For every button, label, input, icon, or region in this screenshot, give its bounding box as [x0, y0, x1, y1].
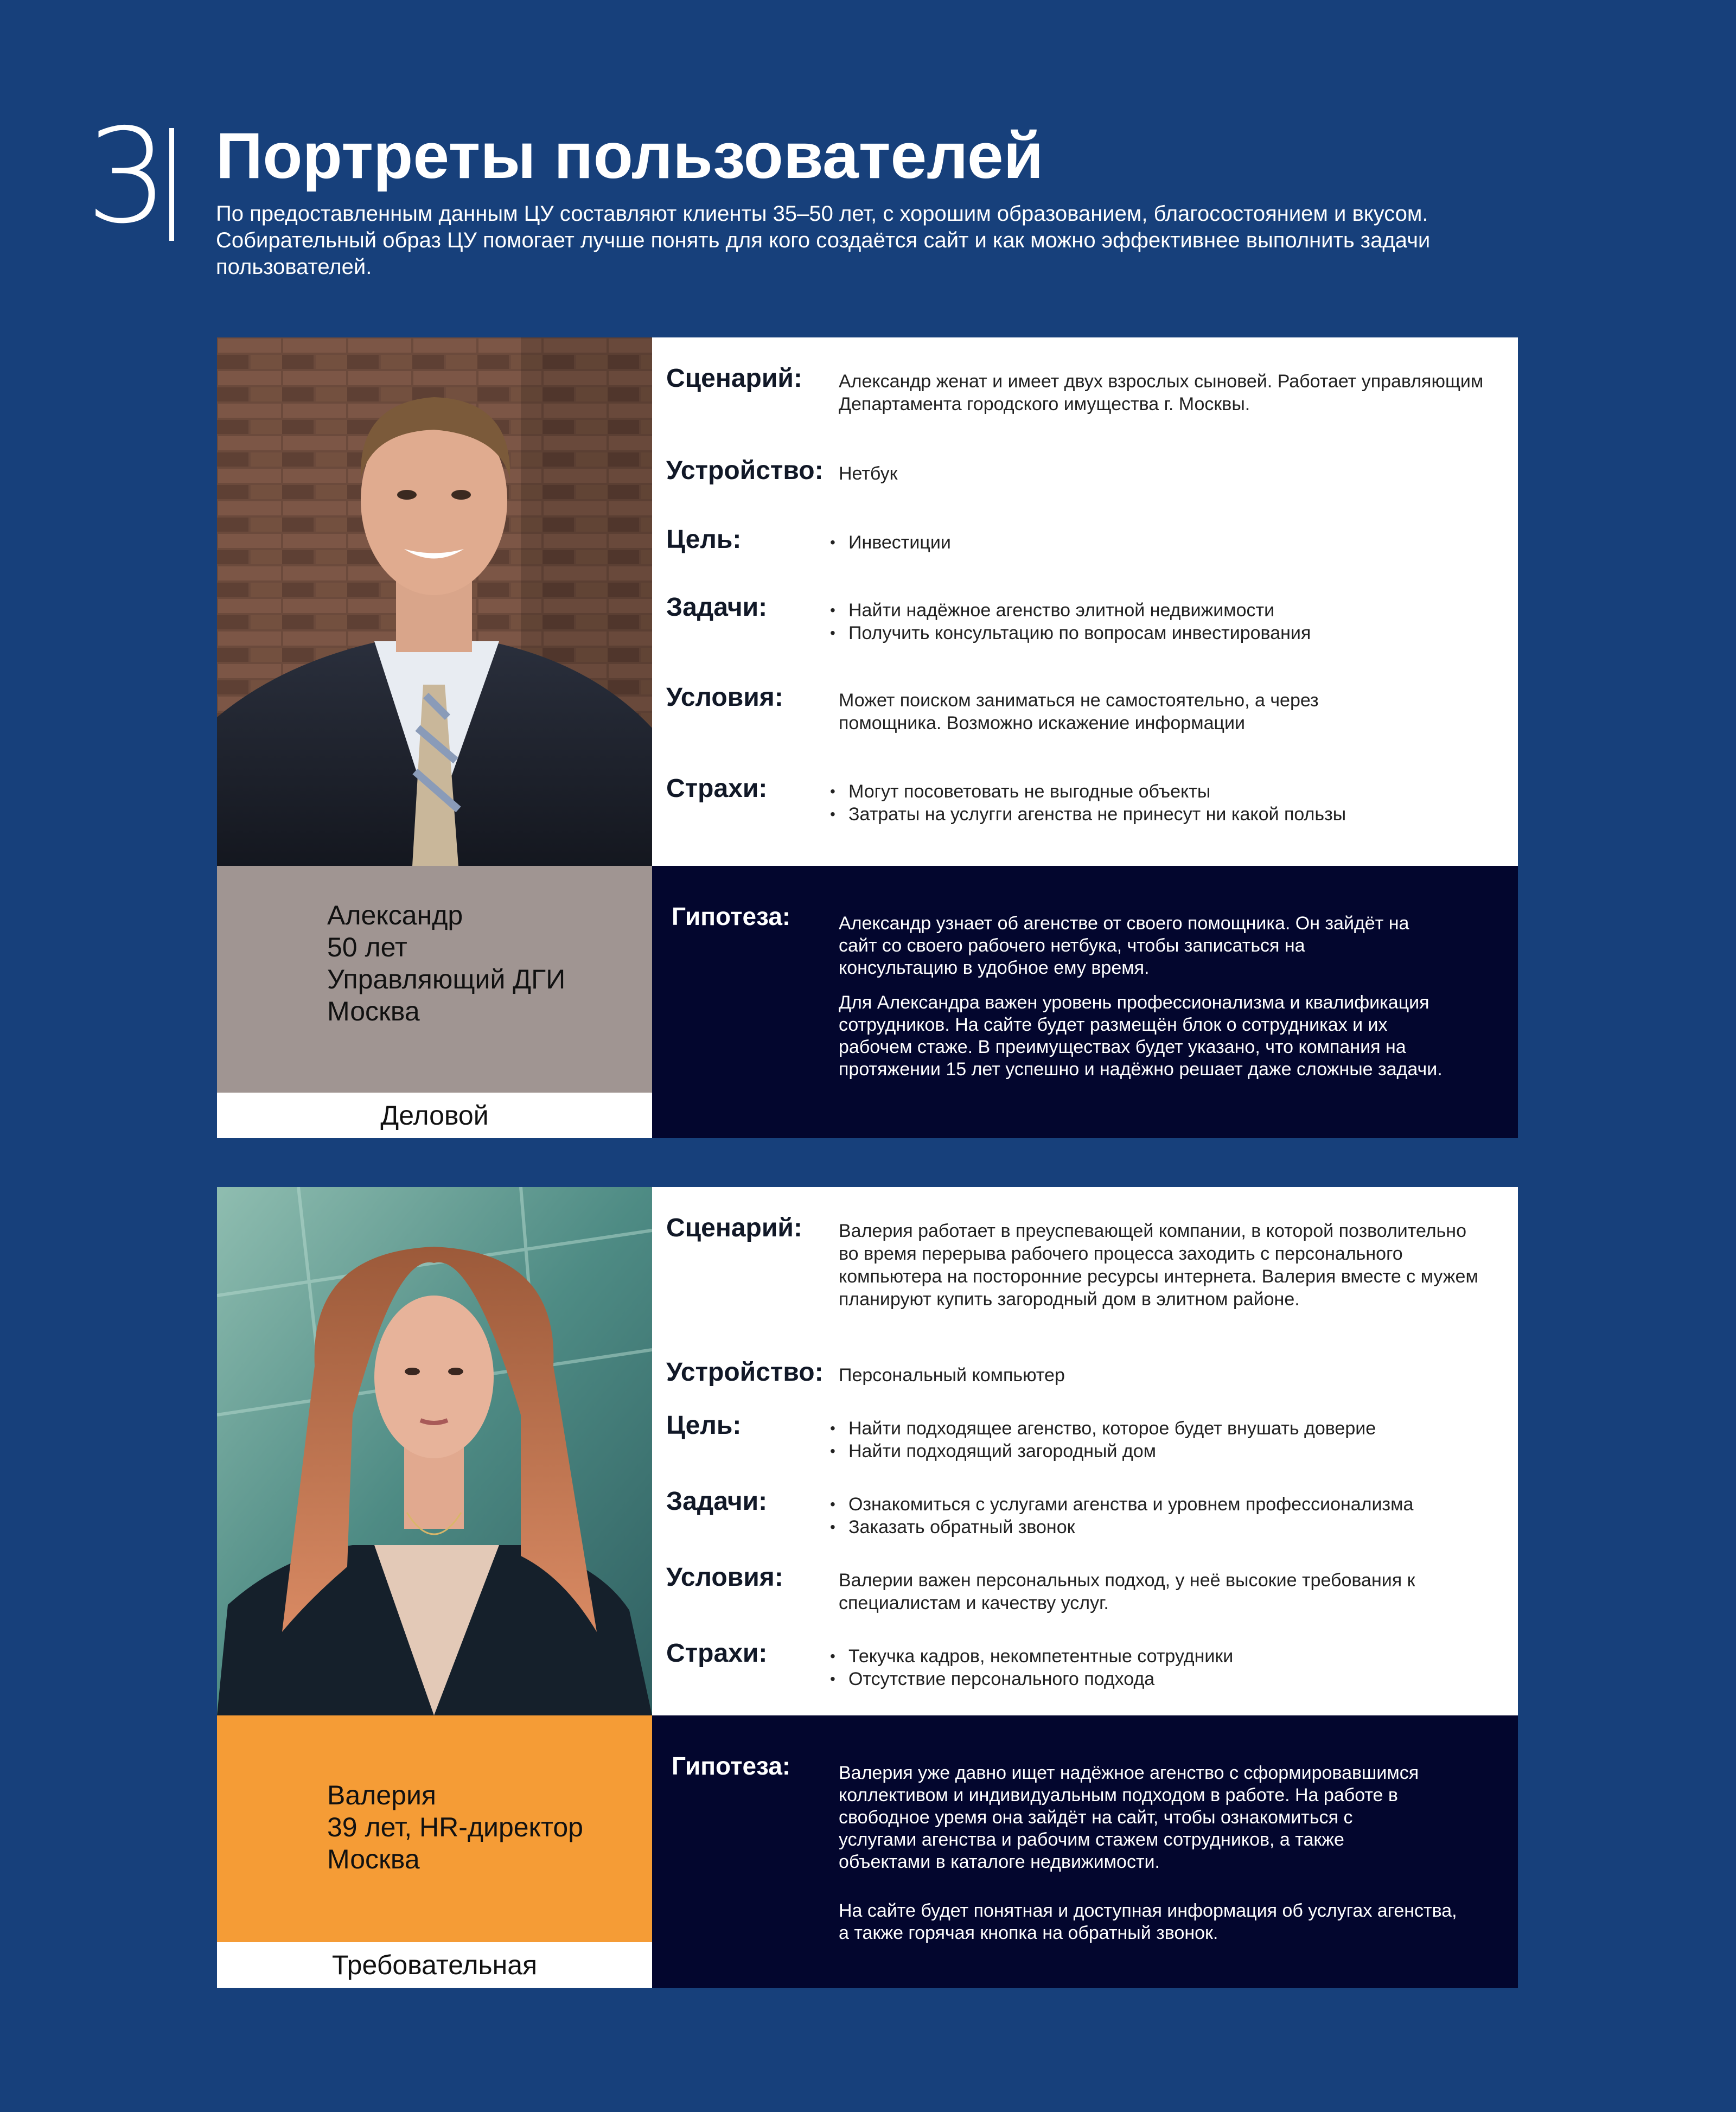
section-number: 3 [86, 100, 169, 252]
goal-item: • Найти подходящий загородный дом [830, 1440, 1508, 1463]
scenario-text: Валерия работает в преуспевающей компании, в которой позволительно во время перерыва рабочего процесса заходить с персонального компьютера на посторонние ресурсы интернета. Валерия вместе с мужем планируют купить загородный дом в элитном районе. [839, 1221, 1478, 1310]
fear-item: • Отсутствие персонального подхода [830, 1668, 1508, 1690]
persona-city: Москва [327, 996, 420, 1026]
persona-archetype [217, 1093, 652, 1138]
persona-position: Управляющий ДГИ [327, 964, 566, 994]
page-title: Портреты пользователей [216, 119, 1044, 192]
tasks-label: Задачи: [666, 1487, 768, 1516]
device-label: Устройство: [666, 1358, 824, 1387]
hypothesis-text-2: На сайте будет понятная и доступная информация об услугах агенства, а также горячая кнопка на обратный звонок. [839, 1900, 1457, 1943]
device-text: Нетбук [839, 463, 898, 484]
device-label: Устройство: [666, 456, 824, 485]
tasks-list [830, 1493, 1508, 1539]
section-divider [169, 128, 174, 241]
task-item: • Ознакомиться с услугами агенства и уровнем профессионализма [830, 1493, 1508, 1516]
persona-age-position: 39 лет, HR-директор [327, 1812, 583, 1842]
goal-item: • Инвестиции [830, 531, 1508, 554]
fears-list [830, 780, 1508, 826]
persona-details [652, 1187, 1518, 1715]
persona-card-alexander [217, 337, 1518, 1138]
persona-name-block [217, 1715, 652, 1942]
persona-name-block [217, 866, 652, 1093]
persona-photo [217, 1187, 652, 1715]
hypothesis-label: Гипотеза: [672, 1752, 791, 1780]
goal-label: Цель: [666, 525, 742, 554]
page-intro: По предоставленным данным ЦУ составляют клиенты 35–50 лет, с хорошим образованием, благосостоянием и вкусом. Собирательный образ ЦУ помогает лучше понять для кого создаётся сайт и как можно эффективнее выполнить задачи пользователей. [216, 202, 1431, 279]
persona-hypothesis [652, 866, 1518, 1138]
fears-list [830, 1645, 1508, 1690]
conditions-text: Может поиском заниматься не самостоятельно, а через помощника. Возможно искажение информации [839, 690, 1319, 733]
persona-name: Александр [327, 900, 463, 930]
task-item: • Найти надёжное агенство элитной недвижимости [830, 599, 1508, 622]
hypothesis-text-2: Для Александра важен уровень профессионализма и квалификация сотрудников. На сайте будет размещён блок о сотрудниках и их рабочем стаже. В преимуществах будет указано, что компания на протяжении 15 лет успешно и надёжно решает даже сложные задачи. [839, 992, 1443, 1080]
persona-archetype [217, 1942, 652, 1988]
hypothesis-text: Александр узнает об агенстве от своего помощника. Он зайдёт на сайт со своего рабочего нетбука, чтобы записаться на консультацию в удобное ему время. [839, 913, 1409, 978]
fear-item: • Текучка кадров, некомпетентные сотрудники [830, 1645, 1508, 1668]
fears-label: Страхи: [666, 774, 768, 803]
conditions-label: Условия: [666, 1563, 783, 1592]
persona-photo [217, 337, 652, 866]
scenario-label: Сценарий: [666, 364, 802, 393]
device-text: Персональный компьютер [839, 1365, 1065, 1386]
goal-list [830, 1417, 1508, 1463]
persona-name: Валерия [327, 1780, 436, 1810]
conditions-text: Валерии важен персональных подход, у неё высокие требования к специалистам и качеству услуг. [839, 1570, 1415, 1613]
task-item: • Заказать обратный звонок [830, 1516, 1508, 1539]
archetype-label: Деловой [380, 1100, 489, 1131]
goal-list [830, 531, 1508, 554]
fear-item: • Могут посоветовать не выгодные объекты [830, 780, 1508, 803]
conditions-label: Условия: [666, 683, 783, 712]
scenario-label: Сценарий: [666, 1214, 802, 1242]
persona-hypothesis [652, 1715, 1518, 1988]
persona-card-valeria [217, 1187, 1518, 1988]
goal-item: • Найти подходящее агенство, которое будет внушать доверие [830, 1417, 1508, 1440]
goal-label: Цель: [666, 1411, 742, 1440]
persona-details [652, 337, 1518, 866]
tasks-list [830, 599, 1508, 645]
scenario-text: Александр женат и имеет двух взрослых сыновей. Работает управляющим Департамента городского имущества г. Москвы. [839, 371, 1484, 414]
persona-city: Москва [327, 1844, 420, 1874]
task-item: • Получить консультацию по вопросам инвестирования [830, 622, 1508, 645]
tasks-label: Задачи: [666, 593, 768, 622]
fears-label: Страхи: [666, 1639, 768, 1668]
fear-item: • Затраты на услугги агенства не принесут ни какой пользы [830, 803, 1508, 826]
archetype-label: Требовательная [331, 1950, 538, 1980]
hypothesis-text: Валерия уже давно ищет надёжное агенство с сформировавшимся коллективом и индивидуальным подходом в работе. На работе в свободное уремя она зайдёт на сайт, чтобы ознакомиться с услугами агенства и рабочим стажем сотрудников, а также объектами в каталоге недвижимости. [839, 1763, 1419, 1872]
hypothesis-label: Гипотеза: [672, 902, 791, 930]
persona-age: 50 лет [327, 932, 407, 962]
